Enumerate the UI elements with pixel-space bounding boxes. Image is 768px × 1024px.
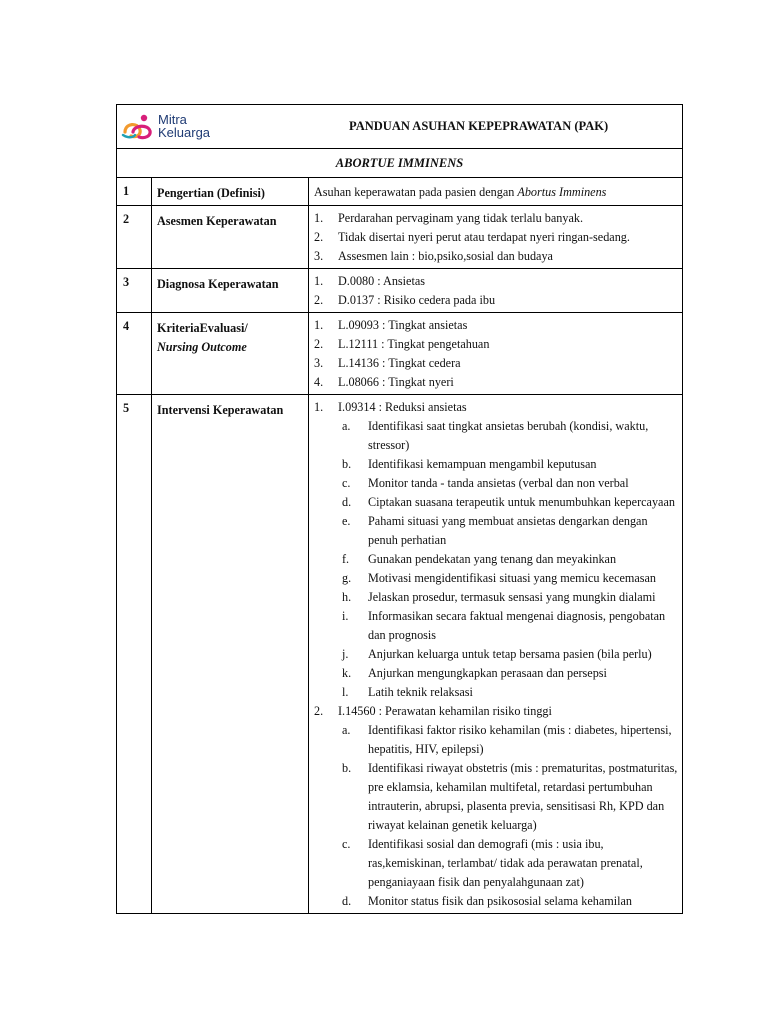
label-line xyxy=(157,319,302,338)
label-subtitle: Nursing Outcome xyxy=(157,340,247,354)
sub-item-letter: k. xyxy=(342,666,352,680)
mitra-keluarga-logo-icon xyxy=(121,111,155,141)
row-label xyxy=(152,313,309,395)
sub-item xyxy=(314,721,678,759)
row-number: 5 xyxy=(117,395,152,914)
item-text: D.0080 : Ansietas xyxy=(338,274,426,288)
row-label: Diagnosa Keperawatan xyxy=(152,269,309,313)
sub-item xyxy=(314,835,678,892)
label-word: Evaluasi/ xyxy=(199,321,248,335)
sub-item-letter: b. xyxy=(342,457,352,471)
list-item xyxy=(314,291,678,310)
list-item xyxy=(314,335,678,354)
logo-line-1: Mitra xyxy=(158,112,187,127)
row-label: Asesmen Keperawatan xyxy=(152,206,309,269)
sub-item xyxy=(314,664,678,683)
definition-term: Abortus Imminens xyxy=(517,185,607,199)
item-text: I.09314 : Reduksi ansietas xyxy=(338,400,467,414)
row-content xyxy=(309,269,683,313)
list-item xyxy=(314,209,678,228)
pak-table xyxy=(116,104,683,914)
document-page xyxy=(116,104,682,914)
table-row xyxy=(117,178,683,206)
label-word: Kriteria xyxy=(157,321,200,335)
sub-item-letter: i. xyxy=(342,609,349,623)
sub-item xyxy=(314,550,678,569)
sub-item xyxy=(314,474,678,493)
sub-item xyxy=(314,493,678,512)
sub-item xyxy=(314,645,678,664)
sub-item-text: Anjurkan keluarga untuk tetap bersama pasien (bila perlu) xyxy=(368,647,652,661)
item-number: 1. xyxy=(314,211,324,225)
sub-item-text: Identifikasi faktor risiko kehamilan (mis : diabetes, hipertensi, hepatitis, HIV, epilepsi) xyxy=(368,723,672,756)
sub-item-text: Identifikasi sosial dan demografi (mis : usia ibu, ras,kemiskinan, terlambat/ tidak ada perawatan prenatal, penganiayaan fisik dan penyalahgunaan zat) xyxy=(368,837,643,889)
sub-item-text: Anjurkan mengungkapkan perasaan dan persepsi xyxy=(368,666,607,680)
sub-item-text: Identifikasi saat tingkat ansietas berubah (kondisi, waktu, stressor) xyxy=(368,419,649,452)
sub-item-letter: c. xyxy=(342,837,351,851)
row-content xyxy=(309,206,683,269)
label-italic xyxy=(157,338,302,357)
sub-item xyxy=(314,588,678,607)
item-text: Perdarahan pervaginam yang tidak terlalu banyak. xyxy=(338,211,584,225)
sub-item-text: Motivasi mengidentifikasi situasi yang memicu kecemasan xyxy=(368,571,657,585)
row-number: 3 xyxy=(117,269,152,313)
list-item xyxy=(314,247,678,266)
item-text: Tidak disertai nyeri perut atau terdapat nyeri ringan-sedang. xyxy=(338,230,630,244)
sub-item-letter: g. xyxy=(342,571,352,585)
sub-item-text: Latih teknik relaksasi xyxy=(368,685,473,699)
item-text: L.08066 : Tingkat nyeri xyxy=(338,375,454,389)
definition-text: Asuhan keperawatan pada pasien dengan xyxy=(314,185,518,199)
row-number: 4 xyxy=(117,313,152,395)
list-item xyxy=(314,354,678,373)
item-text: D.0137 : Risiko cedera pada ibu xyxy=(338,293,496,307)
sub-item xyxy=(314,683,678,702)
sub-item-text: Monitor status fisik dan psikososial selama kehamilan xyxy=(368,894,633,908)
sub-item xyxy=(314,569,678,588)
item-number: 1. xyxy=(314,318,324,332)
sub-item-letter: l. xyxy=(342,685,349,699)
sub-item xyxy=(314,759,678,835)
table-row xyxy=(117,206,683,269)
item-number: 2. xyxy=(314,293,324,307)
sub-item-text: Ciptakan suasana terapeutik untuk menumbuhkan kepercayaan xyxy=(368,495,675,509)
item-number: 1. xyxy=(314,400,324,414)
list-item xyxy=(314,228,678,247)
row-number: 2 xyxy=(117,206,152,269)
row-content xyxy=(309,395,683,914)
sub-item-text: Pahami situasi yang membuat ansietas dengarkan dengan penuh perhatian xyxy=(368,514,648,547)
sub-item-text: Jelaskan prosedur, termasuk sensasi yang mungkin dialami xyxy=(368,590,656,604)
sub-item xyxy=(314,512,678,550)
header-row xyxy=(117,105,683,149)
sub-item-letter: b. xyxy=(342,761,352,775)
sub-item-letter: c. xyxy=(342,476,351,490)
item-number: 2. xyxy=(314,230,324,244)
logo-wordmark xyxy=(158,113,210,139)
item-number: 2. xyxy=(314,704,324,718)
row-label: Pengertian (Definisi) xyxy=(152,178,309,206)
item-text: L.12111 : Tingkat pengetahuan xyxy=(338,337,490,351)
sub-item-letter: a. xyxy=(342,419,351,433)
sub-item-text: Monitor tanda - tanda ansietas (verbal dan non verbal xyxy=(368,476,629,490)
list-item xyxy=(314,702,678,721)
item-text: L.14136 : Tingkat cedera xyxy=(338,356,461,370)
list-item xyxy=(314,316,678,335)
sub-item-letter: e. xyxy=(342,514,351,528)
item-number: 4. xyxy=(314,375,324,389)
item-number: 3. xyxy=(314,356,324,370)
sub-item-text: Gunakan pendekatan yang tenang dan meyakinkan xyxy=(368,552,617,566)
list-item xyxy=(314,398,678,417)
sub-item-letter: h. xyxy=(342,590,352,604)
sub-item-letter: f. xyxy=(342,552,350,566)
list-item xyxy=(314,272,678,291)
sub-item xyxy=(314,607,678,645)
subtitle-row xyxy=(117,149,683,178)
sub-item-letter: d. xyxy=(342,894,352,908)
item-number: 2. xyxy=(314,337,324,351)
table-row xyxy=(117,269,683,313)
sub-item xyxy=(314,417,678,455)
sub-item xyxy=(314,892,678,911)
header-cell xyxy=(117,105,683,149)
item-number: 1. xyxy=(314,274,324,288)
sub-item xyxy=(314,455,678,474)
table-row xyxy=(117,395,683,914)
item-text: I.14560 : Perawatan kehamilan risiko tinggi xyxy=(338,704,552,718)
table-row xyxy=(117,313,683,395)
sub-item-text: Informasikan secara faktual mengenai diagnosis, pengobatan dan prognosis xyxy=(368,609,666,642)
document-subtitle: ABORTUE IMMINENS xyxy=(117,149,683,178)
row-content xyxy=(309,313,683,395)
item-text: L.09093 : Tingkat ansietas xyxy=(338,318,468,332)
sub-item-letter: j. xyxy=(342,647,349,661)
logo-line-2: Keluarga xyxy=(158,125,211,140)
row-number: 1 xyxy=(117,178,152,206)
sub-item-text: Identifikasi riwayat obstetris (mis : prematuritas, postmaturitas, pre eklamsia, kehamilan multifetal, retardasi pertumbuhan intrauterin, abrupsi, plasenta previa, sensitisasi Rh, KPD dan riwayat kelainan genetik keluarga) xyxy=(368,761,678,832)
document-title: PANDUAN ASUHAN KEPEPRAWATAN (PAK) xyxy=(349,119,609,133)
item-number: 3. xyxy=(314,249,324,263)
list-item xyxy=(314,373,678,392)
row-label: Intervensi Keperawatan xyxy=(152,395,309,914)
sub-item-text: Identifikasi kemampuan mengambil keputusan xyxy=(368,457,597,471)
sub-item-letter: d. xyxy=(342,495,352,509)
sub-item-letter: a. xyxy=(342,723,351,737)
item-text: Assesmen lain : bio,psiko,sosial dan budaya xyxy=(338,249,553,263)
mitra-keluarga-logo xyxy=(121,111,210,141)
row-content xyxy=(309,178,683,206)
